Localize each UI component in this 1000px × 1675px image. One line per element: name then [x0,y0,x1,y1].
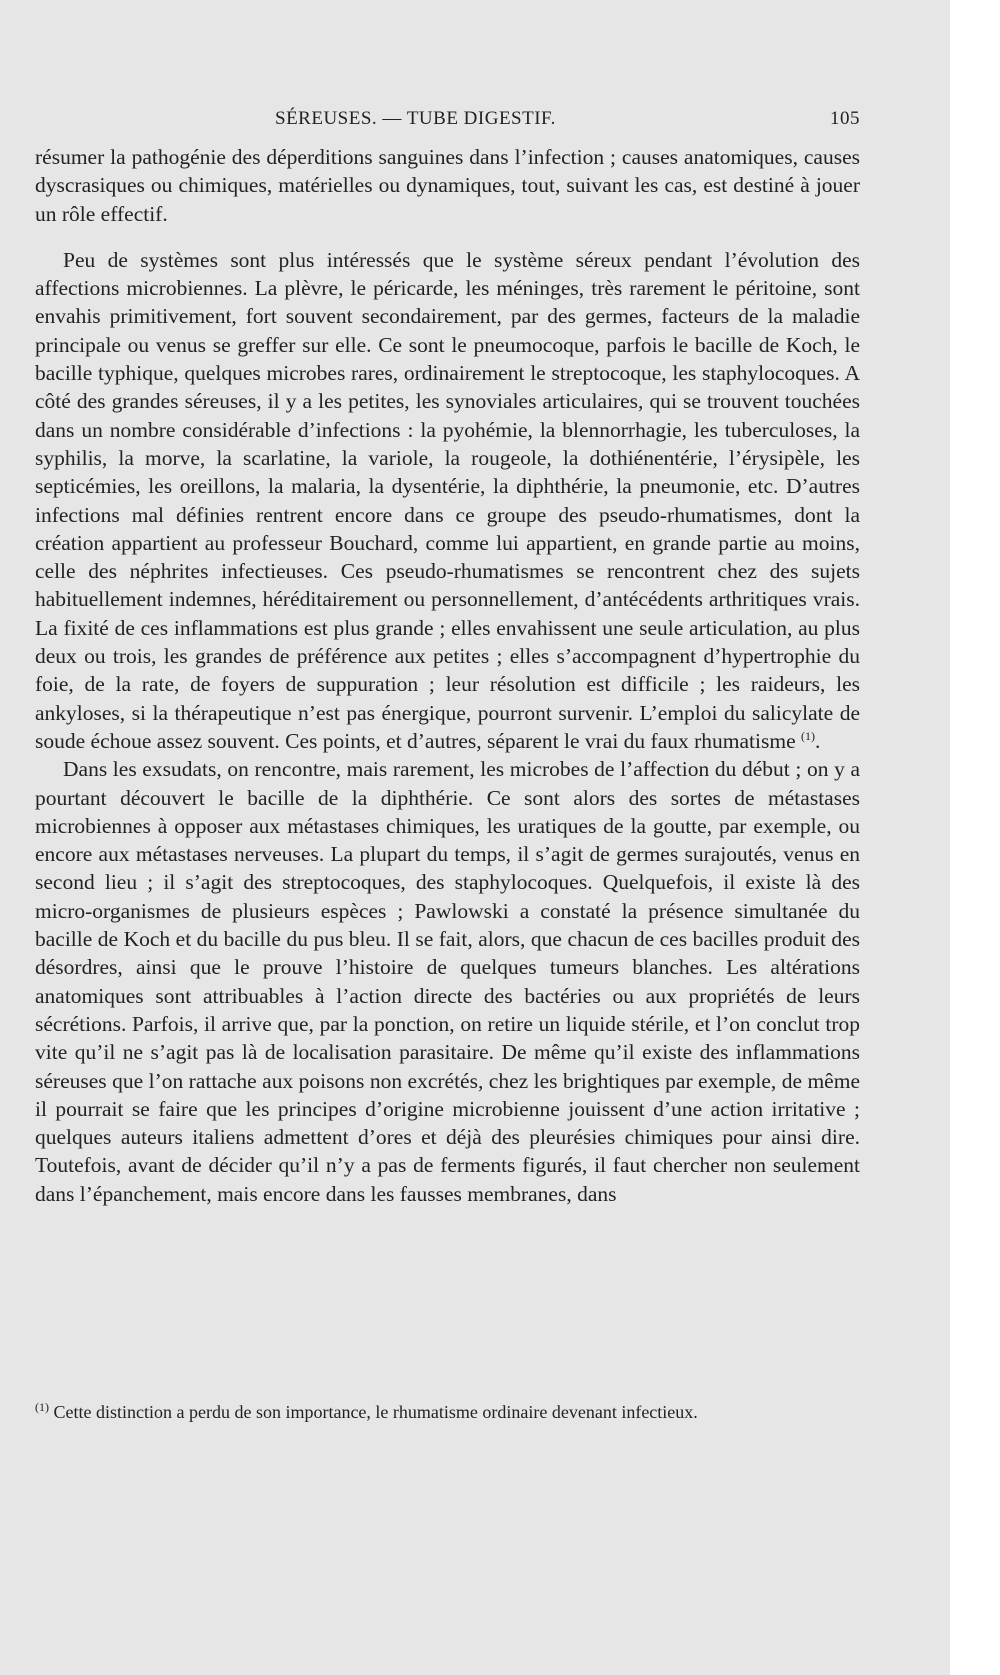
footnote-body: Cette distinction a perdu de son importance, le rhumatisme ordinaire devenant infectieux. [53,1402,698,1422]
paragraph-1: résumer la pathogénie des déperditions sanguines dans l’infection ; causes anatomiques, causes dyscrasiques ou chimiques, matérielles ou dynamiques, tout, suivant les cas, est destiné à jouer un rôle effectif. [35,145,860,226]
footnote [35,1402,860,1423]
footnote-marker: (1) [35,1400,49,1414]
running-title: SÉREUSES. — TUBE DIGESTIF. [275,108,556,129]
paragraph-2 [35,246,860,755]
footnote-reference: (1) [801,728,816,743]
footnote-text [35,1402,860,1423]
body-text [35,143,860,1208]
running-header [35,108,860,138]
paragraph-2-end: . [815,728,821,753]
paragraph-2-text: Peu de systèmes sont plus intéressés que le système séreux pendant l’évolution des affections microbiennes. La plèvre, le péricarde, les méninges, très rarement le péritoine, sont envahis primitivement, fort souvent secondairement, par des germes, facteurs de la maladie principale ou venus se greffer sur elle. Ce sont le pneumocoque, parfois le bacille de Koch, le bacille typhique, quelques microbes rares, ordinairement le streptocoque, les staphylocoques. A côté des grandes séreuses, il y a les petites, les synoviales articulaires, qui se trouvent touchées dans un nombre considérable d’infections : la pyohémie, la blennorrhagie, les tuberculoses, la syphilis, la morve, la scarlatine, la variole, la rougeole, la dothiénentérie, l’érysipèle, les septicémies, les oreillons, la malaria, la dysentérie, la diphthérie, la pneumonie, etc. D’autres infections mal définies rentrent encore dans ce groupe des pseudo-rhumatismes, dont la création appartient au professeur Bouchard, comme lui appartient, en grande partie au moins, celle des néphrites infectieuses. Ces pseudo-rhumatismes se rencontrent chez des sujets habituellement indemnes, héréditairement ou personnellement, d’antécédents arthritiques vrais. La fixité de ces inflammations est plus grande ; elles envahissent une seule articulation, au plus deux ou trois, les grandes de préférence aux petites ; elles s’accompagnent d’hypertrophie du foie, de la rate, de foyers de suppuration ; leur résolution est difficile ; les raideurs, les ankyloses, si la thérapeutique n’est pas énergique, pourront survenir. L’emploi du salicylate de soude échoue assez souvent. Ces points, et d’autres, séparent le vrai du faux rhumatisme [35,247,860,753]
page-number: 105 [830,108,860,129]
paragraph-3: Dans les exsudats, on rencontre, mais rarement, les microbes de l’affection du début ; on y a pourtant découvert le bacille de la diphthérie. Ce sont alors des sortes de métastases microbiennes à opposer aux métastases chimiques, les uratiques de la goutte, par exemple, ou encore aux métastases nerveuses. La plupart du temps, il s’agit de germes surajoutés, venus en second lieu ; il s’agit des streptocoques, des staphylocoques. Quelquefois, il existe là des micro-organismes de plusieurs espèces ; Pawlowski a constaté la présence simultanée du bacille de Koch et du bacille du pus bleu. Il se fait, alors, que chacun de ces bacilles produit des désordres, ainsi que le prouve l’histoire de quelques tumeurs blanches. Les altérations anatomiques sont attribuables à l’action directe des bactéries ou aux propriétés de leurs sécrétions. Parfois, il arrive que, par la ponction, on retire un liquide stérile, et l’on conclut trop vite qu’il ne s’agit pas là de localisation parasitaire. De même qu’il existe des inflammations séreuses que l’on rattache aux poisons non excrétés, chez les brightiques par exemple, de même il pourrait se faire que les principes d’origine microbienne jouissent d’une action irritative ; quelques auteurs italiens admettent d’ores et déjà des pleurésies chimiques pour ainsi dire. Toutefois, avant de décider qu’il n’y a pas de ferments figurés, il faut chercher non seulement dans l’épanchement, mais encore dans les fausses membranes, dans [35,757,860,1206]
